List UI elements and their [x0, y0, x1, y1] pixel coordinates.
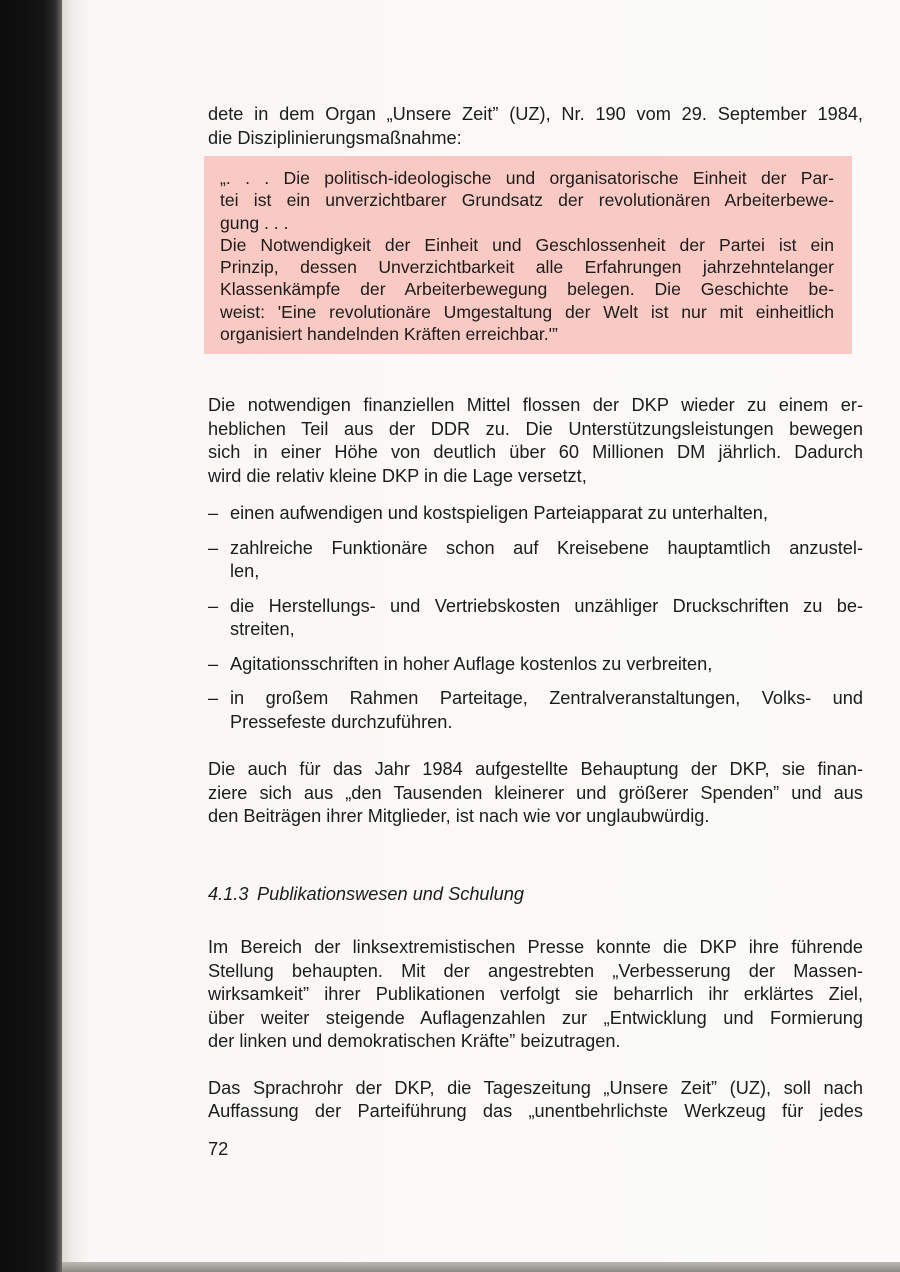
text-line: tei ist ein unverzichtbarer Grundsatz der revolutionären Arbeiterbewe-: [220, 190, 834, 211]
text-line: einen aufwendigen und kostspieligen Parteiapparat zu unterhalten,: [230, 503, 768, 524]
book-spine: [0, 0, 62, 1272]
page-bottom-edge: [62, 1262, 900, 1272]
page-number: 72: [208, 1139, 229, 1159]
text-line: wird die relativ kleine DKP in die Lage versetzt,: [208, 465, 587, 486]
text-line: zahlreiche Funktionäre schon auf Kreisebene hauptamtlich anzustel-: [230, 537, 863, 558]
text-line: Die notwendigen finanziellen Mittel flossen der DKP wieder zu einem er-: [208, 395, 863, 416]
quote-paragraph-1: [220, 167, 834, 234]
list-item: [208, 537, 863, 584]
text-line: Klassenkämpfe der Arbeiterbewegung belegen. Die Geschichte be-: [220, 279, 834, 300]
text-line: Agitationsschriften in hoher Auflage kostenlos zu verbreiten,: [230, 653, 713, 674]
text-line: dete in dem Organ „Unsere Zeit” (UZ), Nr. 190 vom 29. September 1984,: [208, 104, 863, 124]
text-line: Pressefeste durchzuführen.: [230, 711, 453, 732]
text-line: in großem Rahmen Parteitage, Zentralveranstaltungen, Volks- und: [230, 688, 863, 709]
text-line: Prinzip, dessen Unverzichtbarkeit alle Erfahrungen jahrzehntelanger: [220, 257, 834, 278]
finance-paragraph: [208, 394, 863, 488]
text-line: Die auch für das Jahr 1984 aufgestellte Behauptung der DKP, sie finan-: [208, 759, 863, 780]
text-line: Stellung behaupten. Mit der angestrebten „Verbesserung der Massen-: [208, 960, 863, 981]
list-item: [208, 653, 863, 677]
section-heading: [208, 883, 863, 907]
text-line: „. . . Die politisch-ideologische und organisatorische Einheit der Par-: [220, 168, 834, 188]
section-title: Publikationswesen und Schulung: [257, 883, 524, 904]
list-item: [208, 502, 863, 526]
claim-paragraph: [208, 758, 863, 829]
text-line: den Beiträgen ihrer Mitglieder, ist nach wie vor unglaubwürdig.: [208, 806, 710, 827]
bullet-list: [208, 502, 863, 734]
text-line: Die Notwendigkeit der Einheit und Geschlossenheit der Partei ist ein: [220, 234, 834, 255]
text-line: ziere sich aus „den Tausenden kleinerer und größerer Spenden” und aus: [208, 782, 863, 803]
press-paragraph: [208, 936, 863, 1054]
quote-paragraph-2: [220, 234, 834, 345]
text-line: len,: [230, 561, 260, 582]
text-line: organisiert handelnden Kräften erreichbar.'”: [220, 324, 558, 345]
text-line: der linken und demokratischen Kräfte” beizutragen.: [208, 1031, 621, 1052]
text-line: gung . . .: [220, 212, 289, 233]
text-line: sich in einer Höhe von deutlich über 60 Millionen DM jährlich. Dadurch: [208, 442, 863, 463]
list-item: [208, 595, 863, 642]
dash-bullet: –: [208, 688, 219, 709]
text-line: wirksamkeit” ihrer Publikationen verfolgt sie beharrlich ihr erklärtes Ziel,: [208, 984, 863, 1005]
section-number: 4.1.3: [208, 883, 249, 904]
text-line: Das Sprachrohr der DKP, die Tageszeitung „Unsere Zeit” (UZ), soll nach: [208, 1077, 863, 1098]
dash-bullet: –: [208, 653, 219, 674]
text-line: die Herstellungs- und Vertriebskosten unzähliger Druckschriften zu be-: [230, 595, 863, 616]
highlighted-quote: [204, 156, 852, 354]
text-line: Im Bereich der linksextremistischen Presse konnte die DKP ihre führende: [208, 937, 863, 958]
text-line: streiten,: [230, 619, 295, 640]
text-line: heblichen Teil aus der DDR zu. Die Unterstützungsleistungen bewegen: [208, 418, 863, 439]
text-line: die Disziplinierungsmaßnahme:: [208, 127, 462, 148]
dash-bullet: –: [208, 537, 219, 558]
text-line: weist: 'Eine revolutionäre Umgestaltung der Welt ist nur mit einheitlich: [220, 301, 834, 322]
dash-bullet: –: [208, 595, 219, 616]
text-line: über weiter steigende Auflagenzahlen zur „Entwicklung und Formierung: [208, 1007, 863, 1028]
text-line: Auffassung der Parteiführung das „unentbehrlichste Werkzeug für jedes: [208, 1101, 863, 1122]
page-content: [208, 103, 863, 1147]
uz-paragraph: [208, 1077, 863, 1124]
intro-paragraph: [208, 103, 863, 150]
dash-bullet: –: [208, 503, 219, 524]
list-item: [208, 687, 863, 734]
